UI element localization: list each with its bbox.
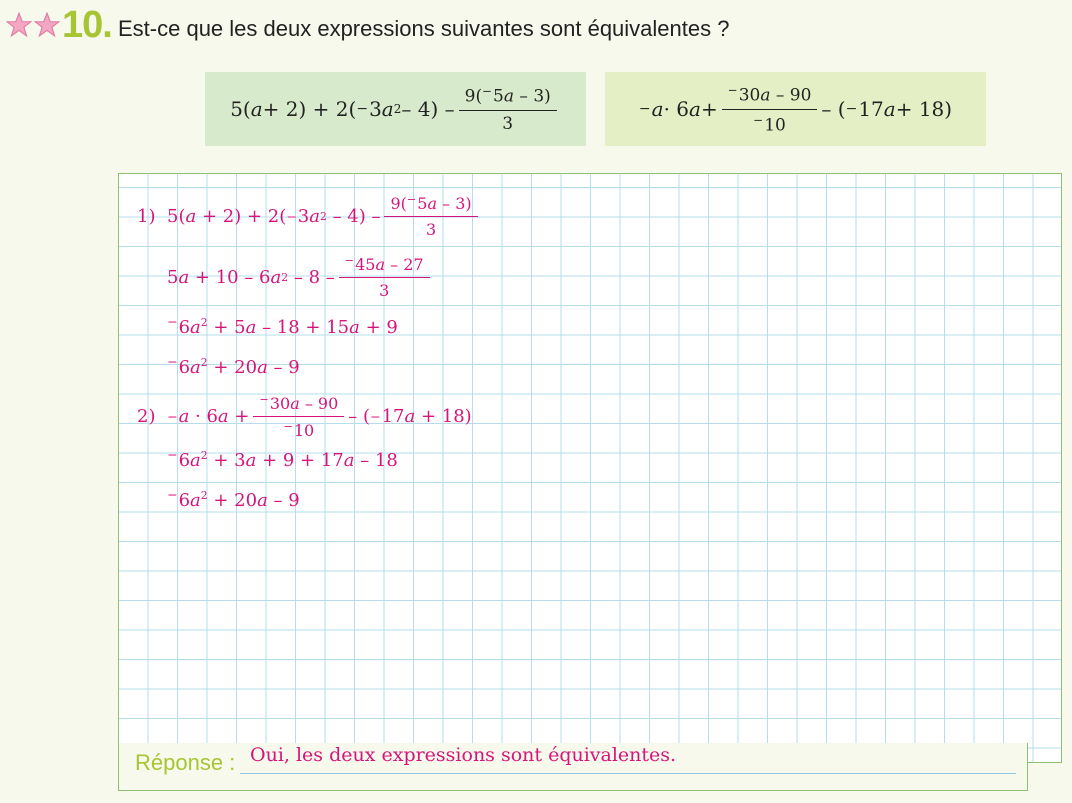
solution-line-4: $^-6a^2 + 20a - 9$ <box>167 354 300 378</box>
exercise-number: 10. <box>62 4 112 46</box>
solution-line-1: 1) 5( a + 2) + 2( − 3 a 2 – 4) – $\frac{9(^-5a - 3)}{3}$ <box>137 193 482 239</box>
fraction: $\frac{9(^-5a - 3)}{3}$ <box>384 193 477 239</box>
solution-line-3: $^-6a^2 + 5a - 18 + 15a + 9$ <box>167 314 398 338</box>
solution-line-7: $^-6a^2 + 20a - 9$ <box>167 487 300 511</box>
solution-line-5: 2) − a · 6 a + $\frac{^-30a - 90}{^-10}$ – ( − 17 a + 18) <box>137 393 472 441</box>
answer-text: Oui, les deux expressions sont équivalentes. <box>250 744 677 766</box>
expression-b-box: − a · 6 a + $\frac{^-30a - 90}{^-10}$ – ( − 17 a + 18) <box>605 72 986 146</box>
exercise-question: Est-ce que les deux expressions suivantes sont équivalentes ? <box>118 16 730 41</box>
fraction: $\frac{9(^-5a - 3)}{3}$ <box>459 84 557 134</box>
solution-line-2: 5 a + 10 – 6 a 2 – 8 – $\frac{^-45a - 27}{3}$ <box>167 254 434 300</box>
star-icon <box>6 12 32 38</box>
star-icon <box>34 12 60 38</box>
answer-label: Réponse : <box>135 750 236 775</box>
fraction: $\frac{^-30a - 90}{^-10}$ <box>722 83 818 135</box>
solution-line-6: $^-6a^2 + 3a + 9 + 17a - 18$ <box>167 447 398 471</box>
answer-line <box>240 773 1016 774</box>
fraction: $\frac{^-30a - 90}{^-10}$ <box>253 393 344 440</box>
fraction: $\frac{^-45a - 27}{3}$ <box>339 254 430 300</box>
difficulty-stars <box>6 12 60 40</box>
expression-a-box: 5( a + 2) + 2( − 3 a 2 – 4) – $\frac{9(^-5a - 3)}{3}$ <box>205 72 586 146</box>
